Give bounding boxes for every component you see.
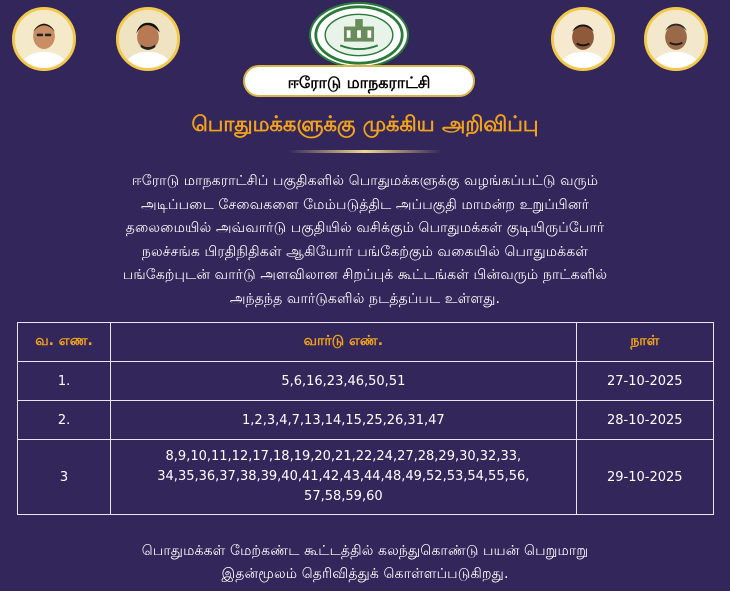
header-date: நாள் [576,323,713,362]
portrait-photo-3 [551,7,615,71]
ward-list-line: 34,35,36,37,38,39,40,41,42,43,44,48,49,52,53,54,55,56, [157,469,530,484]
organization-name-badge: ஈரோடு மாநகராட்சி [243,65,475,97]
headline-divider [288,150,442,153]
table-row [18,440,714,515]
header-ward-numbers: வார்டு எண். [111,323,577,362]
row-wards [111,440,577,515]
row-serial: 2. [18,401,111,440]
seal-emblem-icon [311,4,407,66]
person-icon [119,10,177,68]
table-header-row [18,323,714,362]
ward-list-line: 57,58,59,60 [304,489,383,504]
closing-line: இதன்மூலம் தெரிவித்துக் கொள்ளப்படுகிறது. [221,566,509,582]
intro-line: அந்தந்த வார்டுகளில் நடத்தப்பட உள்ளது. [229,290,501,307]
row-date: 29-10-2025 [576,440,713,515]
table-row [18,401,714,440]
row-date: 28-10-2025 [576,401,713,440]
row-serial: 1. [18,362,111,401]
person-icon [647,10,705,68]
table-row [18,362,714,401]
row-serial: 3 [18,440,111,515]
ward-list-line: 8,9,10,11,12,17,18,19,20,21,22,24,27,28,29,30,32,33, [165,449,522,464]
person-icon [15,10,73,68]
portrait-photo-1 [12,7,76,71]
row-wards: 1,2,3,4,7,13,14,15,25,26,31,47 [111,401,577,440]
intro-line: அடிப்படை சேவைகளை மேம்படுத்திட அப்பகுதி மாமன்ற உறுப்பினர் [140,196,590,213]
row-wards: 5,6,16,23,46,50,51 [111,362,577,401]
intro-line: ஈரோடு மாநகராட்சிப் பகுதிகளில் பொதுமக்களுக்கு வழங்கப்பட்டு வரும் [131,173,599,189]
intro-line: பங்கேற்புடன் வார்டு அளவிலான சிறப்புக் கூட்டங்கள் பின்வரும் நாட்களில் [122,267,608,283]
intro-line: தலைமையில் அவ்வார்டு பகுதியில் வசிக்கும் பொதுமக்கள் குடியிருப்போர் [125,220,605,236]
ward-meeting-schedule-table [17,322,714,515]
row-date: 27-10-2025 [576,362,713,401]
intro-paragraph [28,170,702,311]
portrait-photo-4 [644,7,708,71]
portrait-photo-2 [116,7,180,71]
person-icon [554,10,612,68]
closing-line: பொதுமக்கள் மேற்கண்ட கூட்டத்தில் கலந்துகொண்டு பயன் பெறுமாறு [141,543,589,559]
header-serial-number: வ. எண. [18,323,111,362]
notice-headline: பொதுமக்களுக்கு முக்கிய அறிவிப்பு [191,112,539,136]
intro-line: நலச்சங்க பிரதிநிதிகள் ஆகியோர் பங்கேற்கும் வகையில் பொதுமக்கள் [141,243,589,260]
corporation-seal-logo [309,2,409,68]
closing-paragraph [0,540,730,586]
